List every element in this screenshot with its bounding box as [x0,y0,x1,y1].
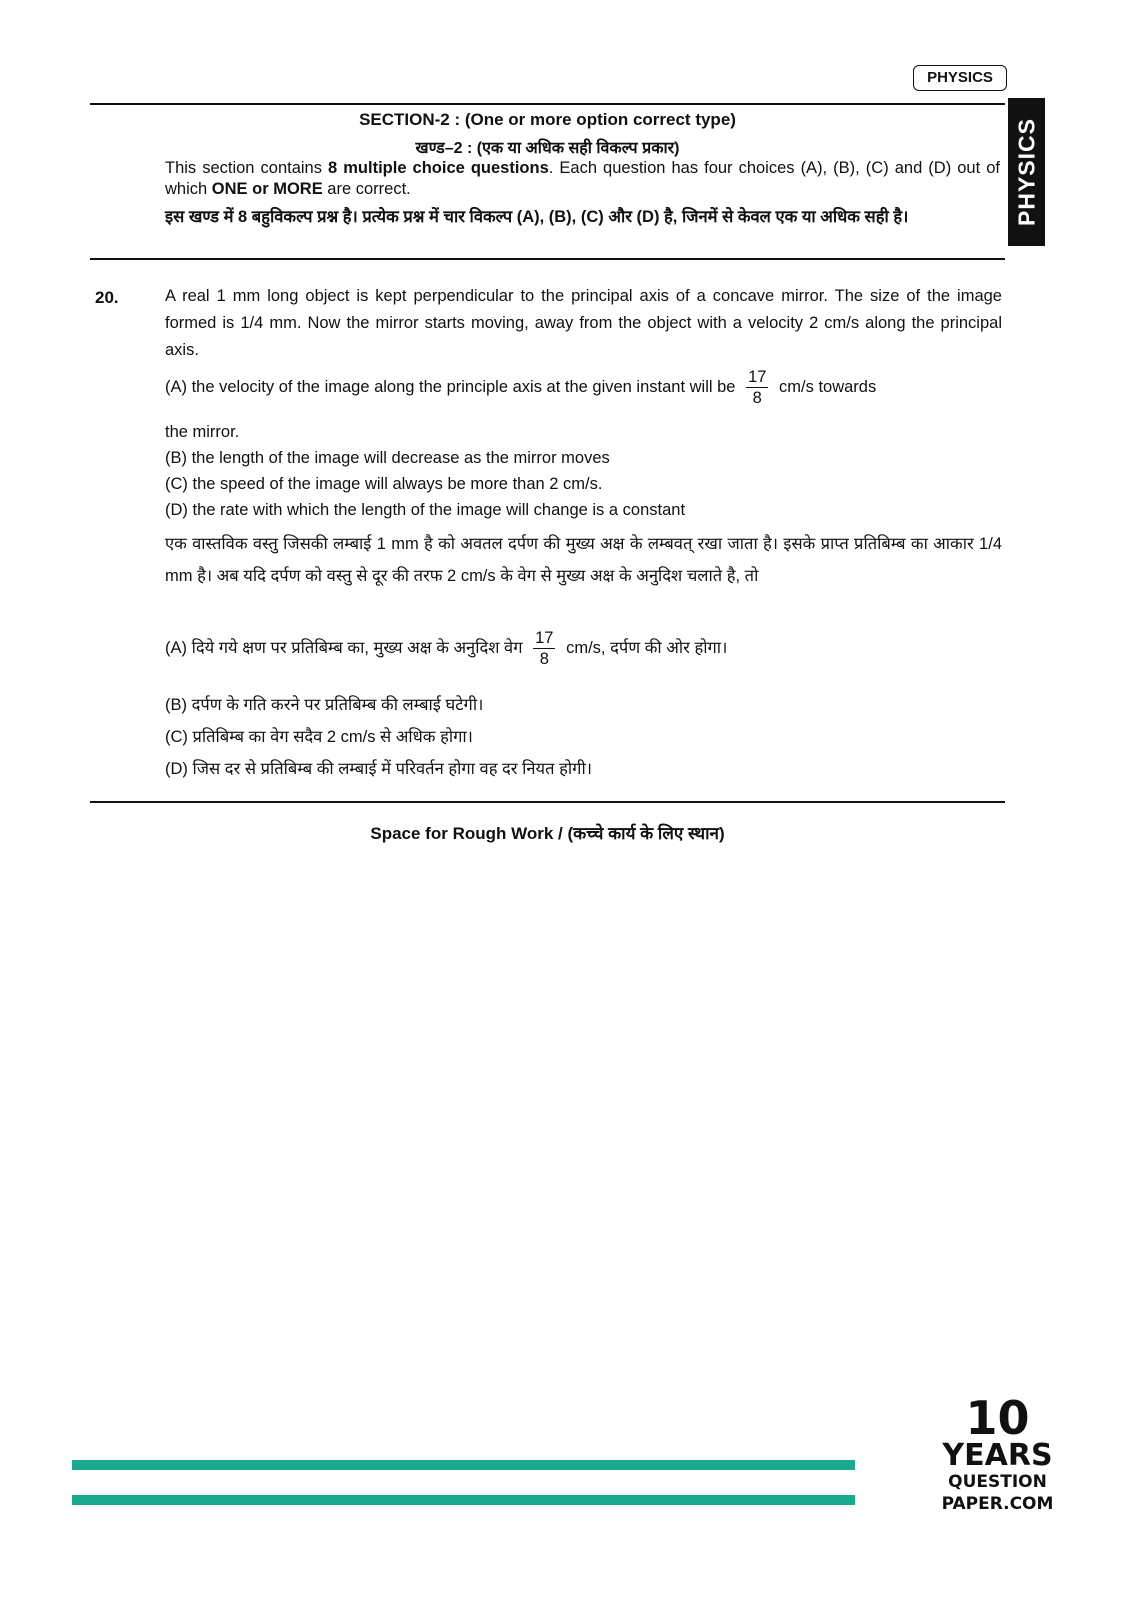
option-c-en: (C) the speed of the image will always be more than 2 cm/s. [165,475,603,493]
option-a-en-post: cm/s towards [779,377,877,396]
logo-ten: 10 [965,1391,1030,1445]
top-rule [90,103,1005,105]
instr-text: are correct. [322,180,411,198]
question-number: 20. [95,288,119,307]
rough-work-label: Space for Rough Work / (कच्चे कार्य के लिए स्थान) [370,824,725,843]
section-instructions-en [165,158,1000,200]
section-title: SECTION-2 : (One or more option correct type) [359,110,736,129]
option-c-hi: (C) प्रतिबिम्ब का वेग सदैव 2 cm/s से अधिक होगा। [165,728,473,746]
option-a-hi [165,628,727,669]
option-a-en-pre: (A) the velocity of the image along the principle axis at the given instant will be [165,377,736,396]
logo-site: QUESTION PAPER.COM [941,1472,1054,1514]
fraction [746,367,768,408]
fraction-numerator: 17 [748,368,767,386]
section-title-hindi: खण्ड–2 : (एक या अधिक सही विकल्प प्रकार) [415,140,680,157]
instr-text: . Each question has four choices (A), (B), (C) and (D) out of which [165,159,1000,198]
option-d-hi: (D) जिस दर से प्रतिबिम्ब की लम्बाई में परिवर्तन होगा वह दर नियत होगी। [165,760,592,778]
subject-badge: PHYSICS [913,65,1007,91]
site-logo [905,1391,1090,1515]
side-tab-label: PHYSICS [1013,118,1039,226]
option-d-en: (D) the rate with which the length of the image will change is a constant [165,501,686,519]
option-a-hi-pre: (A) दिये गये क्षण पर प्रतिबिम्ब का, मुख्य अक्ष के अनुदिश वेग [165,638,523,657]
footer-bar-bottom [72,1495,855,1505]
section-bottom-rule [90,258,1005,260]
section-instructions-hi: इस खण्ड में 8 बहुविकल्प प्रश्न है। प्रत्येक प्रश्न में चार विकल्प (A), (B), (C) और (D) है, जिनमें से केवल एक या अधिक सही है। [165,208,909,226]
option-a-hi-post: cm/s, दर्पण की ओर होगा। [566,638,728,657]
option-b-hi: (B) दर्पण के गति करने पर प्रतिबिम्ब की लम्बाई घटेगी। [165,696,484,714]
instr-bold: 8 multiple choice questions [328,159,549,177]
fraction-denominator: 8 [752,389,762,407]
fraction-denominator: 8 [539,650,549,668]
logo-years: YEARS [942,1438,1053,1473]
subject-side-tab [1008,98,1045,246]
option-a-en [165,367,876,408]
question-text-en: A real 1 mm long object is kept perpendicular to the principal axis of a concave mirror. The size of the image formed is 1/4 mm. Now the mirror starts moving, away from the object with a velocity 2 cm/s along the principal axis. [165,287,1002,359]
option-b-en: (B) the length of the image will decrease as the mirror moves [165,449,610,467]
option-a-en-continued: the mirror. [165,423,240,441]
fraction-numerator: 17 [535,629,554,647]
fraction [533,628,555,669]
instr-text: This section contains [165,159,329,177]
question-text-hi: एक वास्तविक वस्तु जिसकी लम्बाई 1 mm है को अवतल दर्पण की मुख्य अक्ष के लम्बवत् रखा जाता है। इसके प्राप्त प्रतिबिम्ब का आकार 1/4 mm है। अब यदि दर्पण को वस्तु से दूर की तरफ 2 cm/s के वेग से मुख्य अक्ष के अनुदिश चलाते है, तो [165,535,1002,585]
question-bottom-rule [90,801,1005,803]
footer-bar-top [72,1460,855,1470]
instr-bold: ONE or MORE [211,180,323,198]
